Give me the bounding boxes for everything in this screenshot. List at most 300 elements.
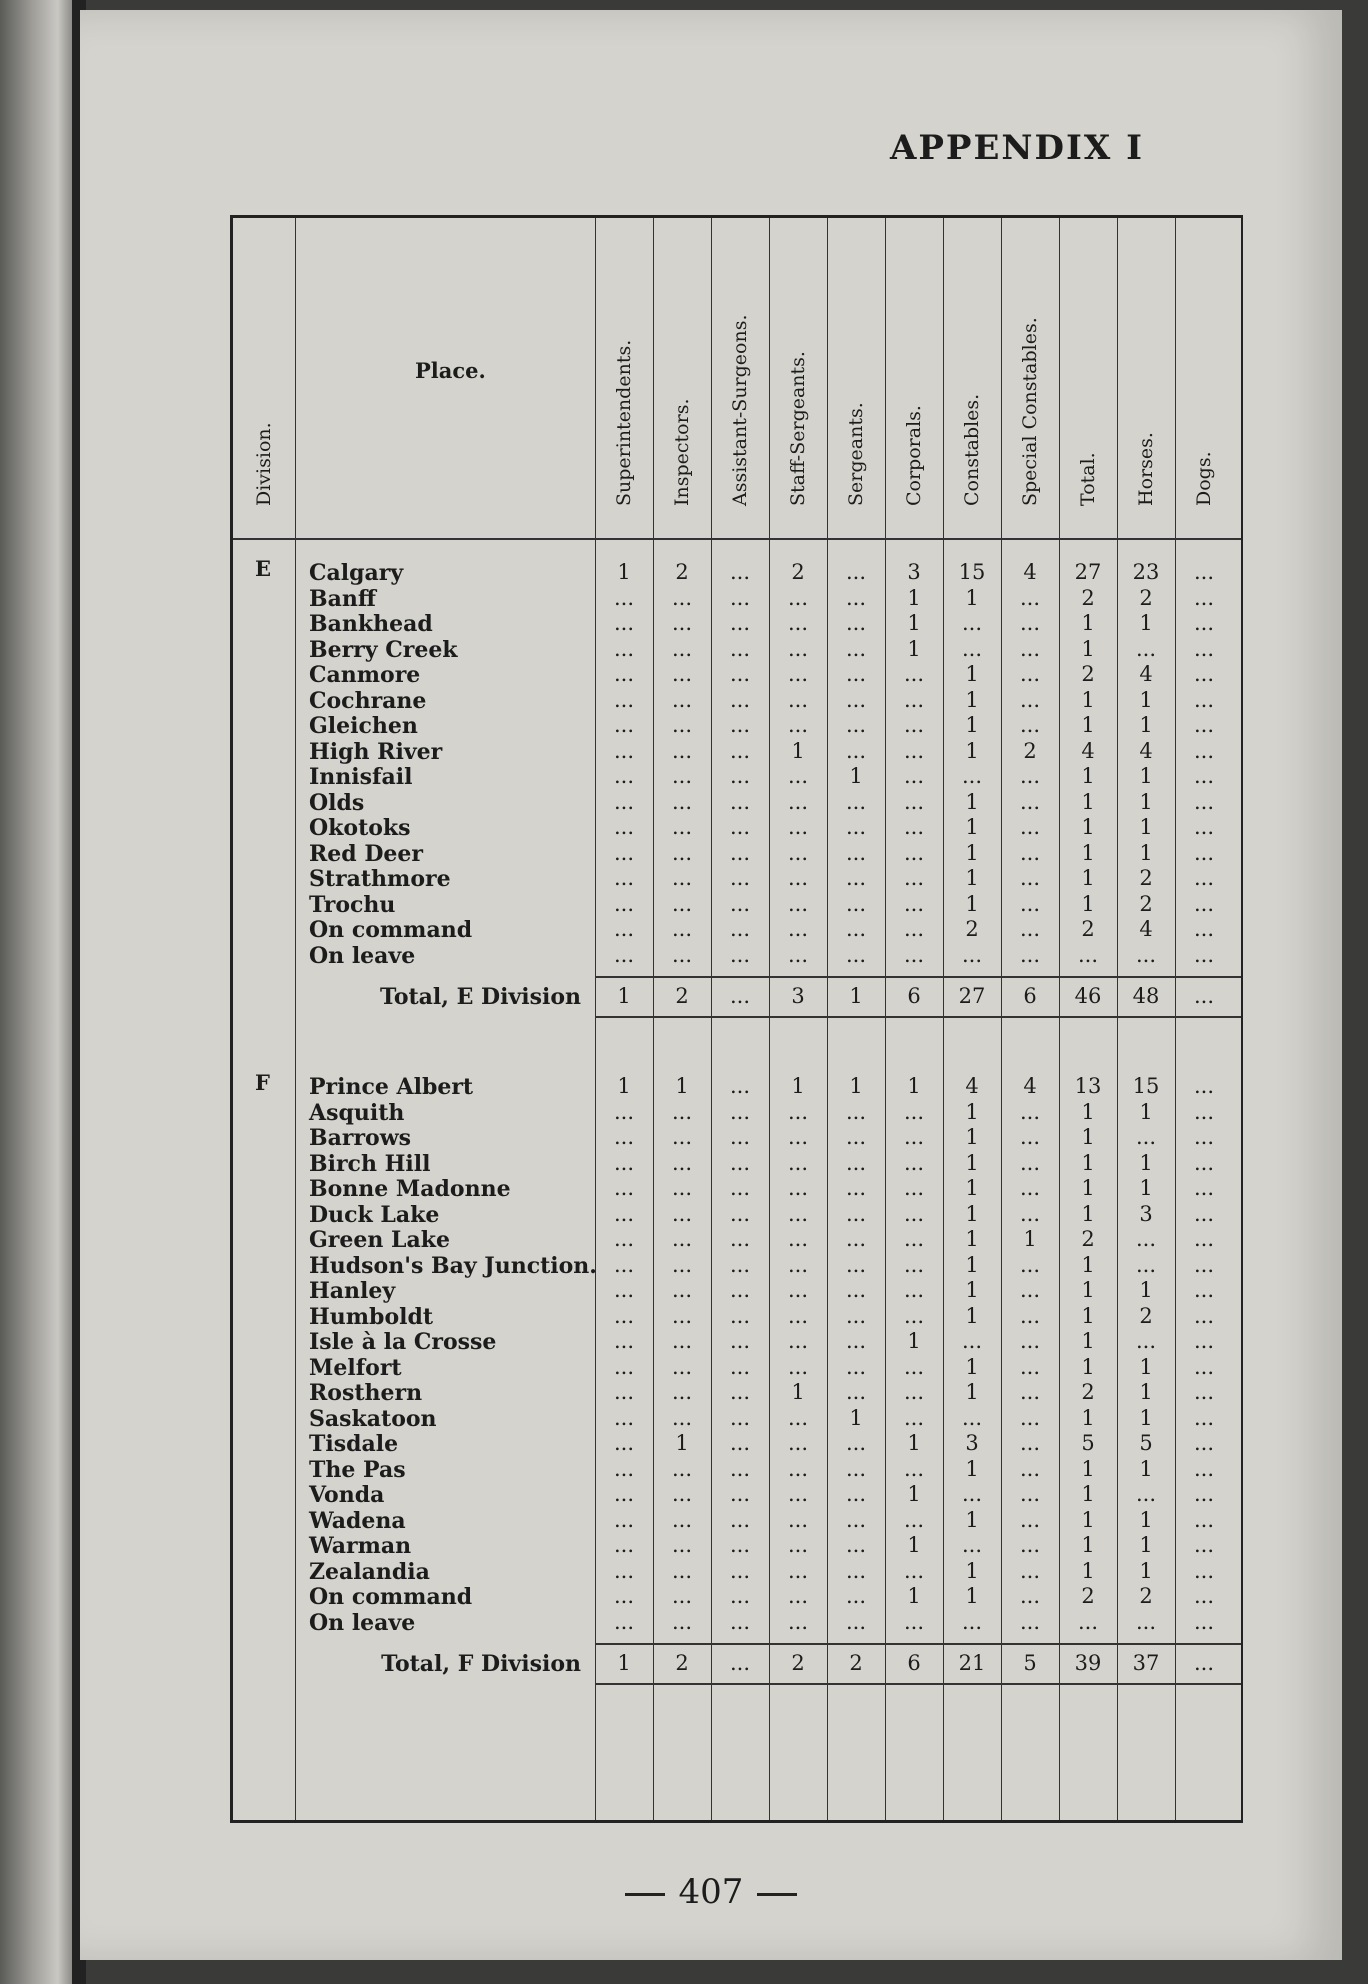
table-cell: ... <box>787 611 809 635</box>
total-cell: ... <box>729 1651 751 1675</box>
table-cell: 1 <box>1139 1405 1153 1430</box>
total-cell: 48 <box>1132 984 1160 1008</box>
table-cell: ... <box>671 636 693 661</box>
table-cell: ... <box>1135 942 1157 967</box>
table-cell: 1 <box>791 1074 805 1098</box>
table-cell: ... <box>845 611 867 635</box>
table-cell: 1 <box>617 1074 631 1098</box>
table-cell: 1 <box>1139 1150 1153 1175</box>
table-cell: ... <box>729 687 751 712</box>
table-cell: ... <box>1019 662 1041 686</box>
table-cell: ... <box>729 1201 751 1226</box>
table-cell: 15 <box>958 560 986 584</box>
table-cell: 1 <box>1081 764 1095 788</box>
table-cell: ... <box>903 1252 925 1277</box>
table-cell: ... <box>1193 1303 1215 1328</box>
left-page-edge <box>0 0 72 1984</box>
table-cell: ... <box>845 1303 867 1328</box>
table-cell: 1 <box>1139 713 1153 737</box>
table-cell: 1 <box>965 815 979 839</box>
total-cell: 6 <box>907 1651 921 1675</box>
table-cell: ... <box>903 1354 925 1379</box>
table-cell: ... <box>787 585 809 610</box>
table-cell: 1 <box>965 1227 979 1251</box>
table-cell: 2 <box>675 560 689 584</box>
table-cell: 1 <box>1139 1456 1153 1481</box>
table-cell: ... <box>903 1099 925 1124</box>
table-cell: 5 <box>1139 1431 1153 1455</box>
page-number-footer <box>80 1872 1342 1912</box>
table-cell: 2 <box>1081 1227 1095 1251</box>
table-cell: 1 <box>1139 1278 1153 1302</box>
table-cell: ... <box>613 866 635 890</box>
table-cell: ... <box>613 942 635 967</box>
table-cell: ... <box>787 1329 809 1353</box>
table-cell: 1 <box>1081 1150 1095 1175</box>
place-name: Olds <box>309 789 365 816</box>
table-cell: 1 <box>1081 891 1095 916</box>
table-cell: ... <box>1193 1456 1215 1481</box>
table-cell: 1 <box>1023 1227 1037 1251</box>
place-name: Strathmore <box>309 866 451 892</box>
table-cell: ... <box>961 636 983 661</box>
table-cell: ... <box>1193 1354 1215 1379</box>
column-header-text: Assistant-Surgeons. <box>729 314 751 506</box>
table-cell: 1 <box>907 1533 921 1557</box>
table-cell: ... <box>729 1099 751 1124</box>
place-name: Rosthern <box>309 1380 423 1406</box>
table-cell: ... <box>903 789 925 814</box>
place-name: Cochrane <box>309 687 427 714</box>
table-cell: 1 <box>907 1584 921 1608</box>
table-cell: ... <box>787 687 809 712</box>
table-cell: ... <box>1019 687 1041 712</box>
table-cell: ... <box>903 942 925 967</box>
table-cell: ... <box>1193 1431 1215 1455</box>
place-name: Berry Creek <box>309 636 458 663</box>
table-cell: ... <box>903 1201 925 1226</box>
table-cell: ... <box>613 1252 635 1277</box>
table-cell: ... <box>961 1482 983 1506</box>
table-cell: ... <box>671 789 693 814</box>
table-cell: ... <box>903 1150 925 1175</box>
table-cell: ... <box>613 1507 635 1532</box>
table-cell: ... <box>729 1303 751 1328</box>
table-cell: 2 <box>1081 1380 1095 1404</box>
table-cell: ... <box>729 1431 751 1455</box>
table-cell: ... <box>613 1456 635 1481</box>
table-cell: ... <box>787 1125 809 1149</box>
place-name: Prince Albert <box>309 1074 474 1100</box>
table-cell: ... <box>671 764 693 788</box>
table-cell: ... <box>1135 1609 1157 1634</box>
table-cell: ... <box>787 815 809 839</box>
table-cell: ... <box>729 1150 751 1175</box>
table-cell: ... <box>1193 611 1215 635</box>
column-header <box>595 218 653 538</box>
column-header <box>1001 218 1059 538</box>
table-cell: ... <box>1193 1405 1215 1430</box>
table-cell: ... <box>1019 611 1041 635</box>
table-cell: 1 <box>965 840 979 865</box>
table-cell: 2 <box>1139 585 1153 610</box>
table-cell: ... <box>671 840 693 865</box>
table-cell: ... <box>671 1329 693 1353</box>
table-cell: 1 <box>617 560 631 584</box>
column-header-text: Dogs. <box>1193 451 1215 506</box>
table-cell: ... <box>845 738 867 763</box>
table-cell: ... <box>613 1099 635 1124</box>
table-cell: ... <box>671 713 693 737</box>
table-cell: ... <box>729 662 751 686</box>
table-cell: ... <box>1193 1558 1215 1583</box>
table-cell: ... <box>845 1558 867 1583</box>
table-cell: ... <box>787 1176 809 1200</box>
total-rule-bottom <box>595 1683 1241 1685</box>
table-cell: ... <box>1193 662 1215 686</box>
table-cell: ... <box>845 1125 867 1149</box>
table-cell: ... <box>671 1380 693 1404</box>
table-cell: ... <box>671 738 693 763</box>
table-cell: ... <box>671 1609 693 1634</box>
table-cell: ... <box>613 1201 635 1226</box>
table-cell: ... <box>845 840 867 865</box>
place-name: Hudson's Bay Junction. <box>309 1252 597 1279</box>
table-cell: ... <box>1019 942 1041 967</box>
column-header <box>1117 218 1175 538</box>
table-cell: ... <box>1193 942 1215 967</box>
table-cell: 3 <box>965 1431 979 1455</box>
table-cell: 4 <box>1023 1074 1037 1098</box>
table-cell: ... <box>845 1354 867 1379</box>
table-cell: ... <box>613 1584 635 1608</box>
personnel-table <box>230 215 1243 1823</box>
table-cell: ... <box>787 1609 809 1634</box>
table-cell: ... <box>613 738 635 763</box>
table-cell: ... <box>613 1125 635 1149</box>
table-cell: ... <box>787 1252 809 1277</box>
table-cell: ... <box>613 1431 635 1455</box>
table-cell: ... <box>729 942 751 967</box>
table-cell: ... <box>1019 1354 1041 1379</box>
table-cell: ... <box>1135 1125 1157 1149</box>
column-header-text: Constables. <box>961 393 983 506</box>
table-cell: ... <box>1193 1533 1215 1557</box>
table-cell: ... <box>613 1329 635 1353</box>
table-cell: 1 <box>1139 1176 1153 1200</box>
table-cell: ... <box>1019 789 1041 814</box>
table-cell: ... <box>787 713 809 737</box>
header-rule <box>233 538 1241 540</box>
table-cell: 1 <box>1081 1456 1095 1481</box>
table-cell: 1 <box>1081 789 1095 814</box>
table-cell: 2 <box>1081 1584 1095 1608</box>
table-cell: ... <box>787 891 809 916</box>
table-cell: ... <box>903 917 925 941</box>
table-cell: ... <box>613 1405 635 1430</box>
table-cell: ... <box>845 789 867 814</box>
table-cell: 1 <box>675 1074 689 1098</box>
table-cell: ... <box>1193 1609 1215 1634</box>
table-cell: ... <box>729 815 751 839</box>
table-cell: ... <box>729 1482 751 1506</box>
table-cell: ... <box>729 560 751 584</box>
table-cell: ... <box>671 1176 693 1200</box>
table-cell: 1 <box>907 1329 921 1353</box>
table-cell: ... <box>1193 560 1215 584</box>
table-cell: ... <box>671 1227 693 1251</box>
table-cell: 1 <box>1081 866 1095 890</box>
total-cell: 2 <box>675 1651 689 1675</box>
table-cell: ... <box>903 1125 925 1149</box>
table-cell: 1 <box>965 1584 979 1608</box>
table-cell: ... <box>787 1507 809 1532</box>
table-cell: ... <box>1193 1150 1215 1175</box>
table-cell: ... <box>613 687 635 712</box>
table-cell: ... <box>845 1431 867 1455</box>
table-cell: 1 <box>1081 1482 1095 1506</box>
place-name: Humboldt <box>309 1303 434 1330</box>
table-cell: ... <box>845 1584 867 1608</box>
table-cell: 1 <box>849 1405 863 1430</box>
table-cell: ... <box>1193 891 1215 916</box>
table-cell: ... <box>1019 1303 1041 1328</box>
table-cell: ... <box>1135 1329 1157 1353</box>
table-cell: 1 <box>1081 1533 1095 1557</box>
table-cell: 1 <box>1081 1303 1095 1328</box>
place-name: Hanley <box>309 1278 396 1304</box>
table-cell: ... <box>613 917 635 941</box>
table-cell: ... <box>729 1380 751 1404</box>
table-cell: ... <box>787 662 809 686</box>
table-cell: ... <box>845 1507 867 1532</box>
table-cell: ... <box>787 1482 809 1506</box>
column-header-text: Sergeants. <box>845 402 867 506</box>
table-cell: ... <box>671 866 693 890</box>
table-cell: ... <box>787 1150 809 1175</box>
column-header <box>1175 218 1233 538</box>
table-cell: ... <box>1019 585 1041 610</box>
table-cell: ... <box>961 1609 983 1634</box>
table-cell: 1 <box>965 1201 979 1226</box>
table-cell: ... <box>1193 1099 1215 1124</box>
folio-dash-left <box>625 1893 665 1896</box>
place-name: Green Lake <box>309 1227 450 1253</box>
table-cell: ... <box>845 1227 867 1251</box>
table-cell: ... <box>845 1609 867 1634</box>
table-cell: ... <box>1019 1584 1041 1608</box>
table-cell: ... <box>1135 1482 1157 1506</box>
total-rule-top <box>595 976 1241 978</box>
place-name: Banff <box>309 585 376 612</box>
table-cell: ... <box>729 789 751 814</box>
table-cell: ... <box>1193 687 1215 712</box>
table-cell: 4 <box>1139 662 1153 686</box>
table-cell: ... <box>903 1278 925 1302</box>
table-cell: ... <box>729 1176 751 1200</box>
table-cell: ... <box>845 815 867 839</box>
place-name: Zealandia <box>309 1558 430 1585</box>
table-cell: 1 <box>1081 713 1095 737</box>
table-cell: 1 <box>965 713 979 737</box>
table-cell: ... <box>787 866 809 890</box>
table-cell: ... <box>1193 1074 1215 1098</box>
table-cell: ... <box>729 891 751 916</box>
table-cell: ... <box>1193 1584 1215 1608</box>
table-cell: ... <box>845 713 867 737</box>
table-cell: 2 <box>1139 1584 1153 1608</box>
table-cell: ... <box>613 1278 635 1302</box>
place-name: Asquith <box>309 1099 405 1126</box>
table-cell: 4 <box>1023 560 1037 584</box>
table-cell: 2 <box>1139 1303 1153 1328</box>
table-cell: ... <box>1019 1482 1041 1506</box>
table-cell: 1 <box>1139 1099 1153 1124</box>
table-cell: ... <box>729 1456 751 1481</box>
table-cell: 2 <box>791 560 805 584</box>
place-name: Wadena <box>309 1507 406 1534</box>
table-cell: ... <box>729 764 751 788</box>
column-header-text: Inspectors. <box>671 398 693 506</box>
book-page <box>80 10 1342 1960</box>
table-cell: ... <box>1193 1227 1215 1251</box>
column-header-text: Horses. <box>1135 432 1157 506</box>
table-cell: ... <box>903 713 925 737</box>
table-cell: ... <box>613 764 635 788</box>
total-rule-top <box>595 1643 1241 1645</box>
table-cell: 27 <box>1074 560 1102 584</box>
table-cell: ... <box>1019 713 1041 737</box>
table-cell: 1 <box>1081 1201 1095 1226</box>
table-cell: ... <box>671 1303 693 1328</box>
table-cell: ... <box>671 662 693 686</box>
division-letter: F <box>255 1070 270 1095</box>
table-cell: ... <box>903 738 925 763</box>
table-cell: ... <box>845 1176 867 1200</box>
table-cell: ... <box>671 1507 693 1532</box>
table-cell: 1 <box>965 1150 979 1175</box>
table-cell: ... <box>961 1533 983 1557</box>
table-cell: ... <box>613 891 635 916</box>
table-cell: 1 <box>907 1482 921 1506</box>
table-cell: ... <box>671 1278 693 1302</box>
table-cell: ... <box>787 1456 809 1481</box>
table-cell: ... <box>903 1456 925 1481</box>
total-cell: 21 <box>958 1651 986 1675</box>
table-cell: ... <box>845 942 867 967</box>
total-cell: 2 <box>675 984 689 1008</box>
place-name: On leave <box>309 942 416 969</box>
table-cell: 1 <box>1081 1354 1095 1379</box>
table-cell: 1 <box>1081 687 1095 712</box>
table-cell: ... <box>845 1099 867 1124</box>
table-cell: 1 <box>965 585 979 610</box>
table-cell: ... <box>613 1380 635 1404</box>
column-header <box>769 218 827 538</box>
table-cell: 1 <box>1139 611 1153 635</box>
table-cell: ... <box>729 1227 751 1251</box>
table-cell: ... <box>1019 1278 1041 1302</box>
table-cell: 4 <box>1139 917 1153 941</box>
table-cell: ... <box>1193 1201 1215 1226</box>
table-cell: 1 <box>1081 1125 1095 1149</box>
place-name: Saskatoon <box>309 1405 437 1432</box>
table-cell: ... <box>1135 1227 1157 1251</box>
place-header: Place. <box>415 358 486 383</box>
table-cell: ... <box>671 891 693 916</box>
table-cell: ... <box>1193 1507 1215 1532</box>
table-cell: ... <box>845 1150 867 1175</box>
table-cell: ... <box>903 1609 925 1634</box>
place-name: Vonda <box>309 1482 385 1508</box>
table-cell: 2 <box>1023 738 1037 763</box>
table-cell: 1 <box>907 1431 921 1455</box>
table-cell: ... <box>1019 1456 1041 1481</box>
table-cell: ... <box>613 1354 635 1379</box>
table-cell: ... <box>671 1099 693 1124</box>
table-cell: ... <box>671 1201 693 1226</box>
total-cell: 5 <box>1023 1651 1037 1675</box>
table-cell: 1 <box>1139 840 1153 865</box>
table-cell: ... <box>1019 1201 1041 1226</box>
table-cell: 4 <box>1081 738 1095 763</box>
table-cell: ... <box>961 1405 983 1430</box>
table-cell: ... <box>729 1278 751 1302</box>
column-header <box>1059 218 1117 538</box>
table-cell: 1 <box>1081 611 1095 635</box>
table-cell: ... <box>729 1533 751 1557</box>
table-cell: ... <box>845 687 867 712</box>
table-cell: ... <box>903 866 925 890</box>
table-cell: 13 <box>1074 1074 1102 1098</box>
table-cell: 1 <box>1081 1176 1095 1200</box>
table-cell: ... <box>613 585 635 610</box>
table-cell: 1 <box>791 738 805 763</box>
table-cell: ... <box>1019 1150 1041 1175</box>
table-cell: ... <box>613 1227 635 1251</box>
table-cell: ... <box>1193 585 1215 610</box>
table-cell: ... <box>729 611 751 635</box>
table-cell: ... <box>787 764 809 788</box>
table-cell: ... <box>613 662 635 686</box>
table-cell: ... <box>1193 1252 1215 1277</box>
place-name: The Pas <box>309 1456 406 1483</box>
table-cell: 1 <box>907 585 921 610</box>
table-cell: 1 <box>965 1354 979 1379</box>
table-cell: ... <box>845 636 867 661</box>
table-cell: ... <box>845 1456 867 1481</box>
table-cell: 1 <box>965 1456 979 1481</box>
table-cell: 2 <box>965 917 979 941</box>
table-cell: ... <box>845 1533 867 1557</box>
table-cell: ... <box>845 560 867 584</box>
total-cell: ... <box>1193 984 1215 1008</box>
table-cell: ... <box>729 1354 751 1379</box>
table-cell: ... <box>903 1558 925 1583</box>
table-cell: 1 <box>1139 764 1153 788</box>
table-cell: ... <box>1135 636 1157 661</box>
table-cell: ... <box>903 687 925 712</box>
place-name: High River <box>309 738 443 765</box>
table-cell: ... <box>1019 1609 1041 1634</box>
table-cell: ... <box>613 1150 635 1175</box>
table-cell: ... <box>1193 636 1215 661</box>
table-cell: ... <box>1019 1533 1041 1557</box>
table-cell: ... <box>613 1482 635 1506</box>
table-cell: ... <box>671 1405 693 1430</box>
table-cell: 1 <box>1081 840 1095 865</box>
table-cell: ... <box>1193 764 1215 788</box>
